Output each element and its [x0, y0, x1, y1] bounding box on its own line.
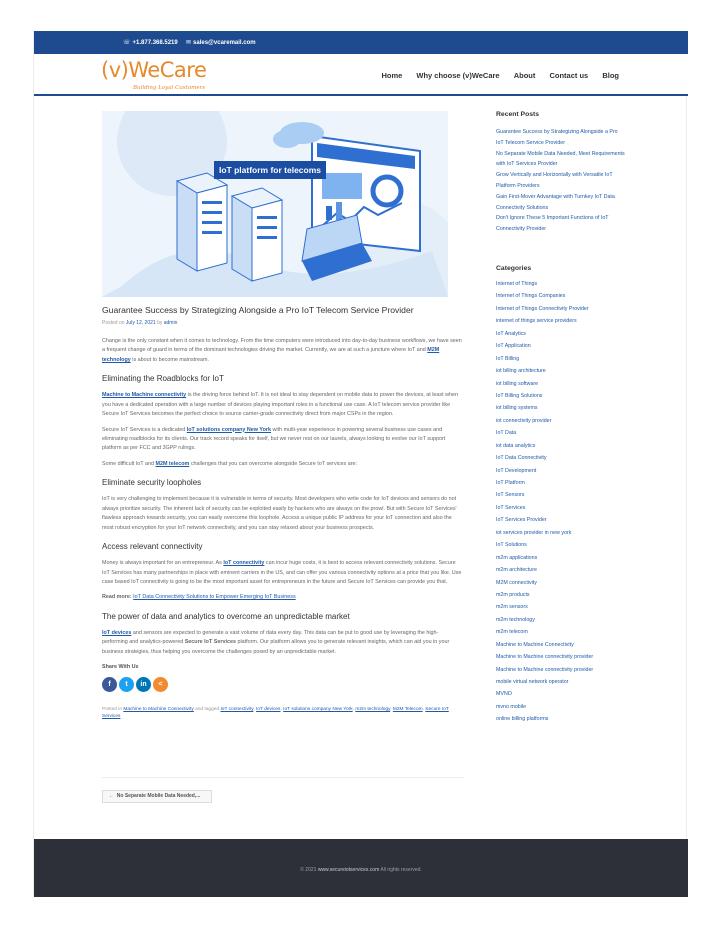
recent-posts-list: [496, 127, 626, 235]
site-logo[interactable]: [101, 58, 207, 91]
category-item[interactable]: online billing platforms: [496, 716, 549, 723]
category-item[interactable]: IoT Solutions: [496, 542, 527, 549]
intro-paragraph: Change is the only constant when it comes to technology. From the time computers were introduced into day-to-day business workflows, we have seen a frequent change of guard in terms of the dominant technologies driving the market. Currently, we are at such a juncture where IoT and M2M technology is about to become mainstream.: [102, 337, 462, 363]
post-title: Guarantee Success by Strategizing Alongside a Pro IoT Telecom Service Provider: [102, 305, 414, 315]
categories-title: Categories: [496, 265, 532, 272]
post-author-link[interactable]: admin: [163, 320, 178, 327]
category-item[interactable]: mvno mobile: [496, 703, 527, 710]
post-date-link[interactable]: July 12, 2021: [125, 320, 156, 327]
category-item[interactable]: Internet of Things: [496, 281, 538, 287]
site-header: [34, 54, 688, 96]
nav-about[interactable]: About: [513, 71, 536, 80]
banner-label: IoT platform for telecoms: [218, 165, 322, 175]
top-contact-bar: [34, 31, 688, 54]
read-more-label: Read more:: [102, 594, 132, 601]
nav-home[interactable]: Home: [381, 71, 403, 80]
m2m-technology-link[interactable]: M2M technology: [102, 347, 440, 363]
category-item[interactable]: MVNO: [496, 691, 512, 698]
iot-solutions-ny-link[interactable]: IoT solutions company New York: [186, 426, 271, 433]
category-item[interactable]: m2m applications: [496, 554, 538, 561]
recent-post-link[interactable]: Grow Vertically and Horizontally with Versatile IoT Platform Providers: [496, 172, 613, 189]
category-item[interactable]: IoT Services Provider: [496, 517, 547, 524]
category-item[interactable]: iot billing systems: [496, 405, 538, 412]
iot-devices-link[interactable]: IoT devices: [102, 629, 132, 636]
category-link[interactable]: Machine to Machine Connectivity: [123, 706, 194, 712]
iot-telecom-illustration: [102, 111, 448, 297]
category-item[interactable]: m2m products: [496, 591, 530, 598]
email-contact[interactable]: [186, 39, 256, 46]
previous-post-label[interactable]: No Separate Mobile Data Needed,...: [116, 793, 201, 799]
category-item[interactable]: iot services provider in new york: [496, 529, 572, 536]
category-item[interactable]: IoT Sensors: [496, 492, 525, 499]
m2m-connectivity-link[interactable]: Machine to Machine connectivity: [102, 392, 187, 399]
paragraph-company: Secure IoT Services is a dedicated IoT solutions company New York with multi-year experience in powering several business use cases and eliminating roadblocks for its clients. Our track record speaks for itself, but we never rest on our laurels, always looking to evolve our IoT support platform as per FCC and 3GPP rulings.: [102, 426, 446, 452]
recent-post-link[interactable]: Don't Ignore These 5 Important Functions of IoT Connectivity Provider: [496, 215, 609, 233]
envelope-icon: ✉: [186, 40, 192, 46]
logo-wordmark[interactable]: (v)WeCare: [101, 58, 207, 82]
arrow-left-icon: ←: [109, 793, 114, 799]
post-content: [102, 303, 464, 721]
posted-on-label: Posted on: [102, 320, 125, 327]
category-item[interactable]: IoT Application: [496, 343, 531, 350]
copyright: © 2021 www.secureiotservices.com All rights reserved.: [300, 867, 422, 873]
previous-post-button[interactable]: [102, 790, 212, 803]
site-footer: [34, 839, 688, 897]
post-divider: [102, 777, 464, 778]
category-item[interactable]: IoT Platform: [496, 480, 525, 486]
tag-link[interactable]: IoT connectivity: [220, 706, 254, 712]
category-item[interactable]: IoT Development: [496, 467, 537, 474]
phone-icon: ☏: [123, 40, 131, 46]
category-item[interactable]: IoT Services: [496, 504, 526, 511]
category-item[interactable]: internet of things service providers: [496, 318, 577, 325]
read-more: [102, 593, 464, 602]
heading-analytics: The power of data and analytics to overcome an unpredictable market: [102, 611, 350, 621]
category-item[interactable]: Internet of Things Companies: [496, 293, 566, 300]
linkedin-icon[interactable]: in: [136, 677, 151, 692]
category-item[interactable]: iot billing architecture: [496, 368, 546, 375]
page-frame: [33, 31, 687, 897]
sidebar: [496, 111, 626, 723]
logo-tagline: Building Loyal Customers: [133, 85, 206, 91]
paragraph-security: IoT is very challenging to implement because it is vulnerable in terms of security. Most developers who write code for IoT devices and sensors do not always prioritize security. The inherent lack of security can be exploited easily by hackers who are always on the prowl. But with Secure IoT Services' flawless approach towards security, you can easily overcome this loophole. Access a unique public IP address for your IoT connection and also the most robust encryption for your IoT network connectivity, and you can stay relaxed about your business prospects.: [102, 496, 457, 531]
by-label: by: [157, 320, 163, 327]
hero-illustration: [102, 111, 448, 297]
category-item[interactable]: Internet of Things Connectivity Provider: [496, 305, 589, 312]
paragraph-connectivity: Money is always important for an entrepreneur. As IoT connectivity can incur huge costs, it is best to access relevant connectivity solutions. Secure IoT Services has many partnerships in place with eminent carriers in the US, and can offer you various connectivity options at a price that you like. Use case based IoT connectivity is going to be the most important asset for entrepreneurs in the future and Secure IoT Services can provide you that.: [102, 560, 462, 586]
category-item[interactable]: mobile virtual network operator: [496, 679, 569, 685]
share-title: Share With Us: [102, 664, 139, 671]
category-item[interactable]: m2m telecom: [496, 629, 528, 636]
category-item[interactable]: iot data analytics: [496, 442, 536, 449]
paragraph-challenges: Some difficult IoT and M2M telecom challenges that you can overcome alongside Secure IoT services are:: [102, 460, 358, 467]
category-item[interactable]: IoT Data Connectivity: [496, 455, 547, 462]
recent-posts-title: Recent Posts: [496, 111, 540, 118]
category-item[interactable]: M2M connectivity: [496, 579, 537, 586]
iot-connectivity-link[interactable]: IoT connectivity: [223, 560, 265, 567]
nav-why-choose[interactable]: Why choose (v)WeCare: [416, 71, 500, 80]
heading-security: Eliminate security loopholes: [102, 478, 202, 488]
post-meta: [102, 319, 464, 328]
recent-post-link[interactable]: No Separate Mobile Data Needed, Meet Requirements with IoT Services Provider: [496, 150, 625, 168]
tag-link[interactable]: m2m technology: [355, 706, 391, 712]
category-item[interactable]: iot connectivity provider: [496, 417, 552, 424]
category-item[interactable]: Machine to Machine connectivity provider: [496, 654, 594, 661]
share-buttons: [102, 677, 464, 692]
phone-number[interactable]: +1.877.368.5219: [132, 40, 178, 46]
category-item[interactable]: IoT Analytics: [496, 330, 526, 337]
category-item[interactable]: IoT Billing: [496, 355, 520, 362]
heading-roadblocks: Eliminating the Roadblocks for IoT: [102, 374, 224, 384]
twitter-icon[interactable]: t: [119, 677, 134, 692]
tag-link[interactable]: IoT solutions company New York: [283, 706, 353, 712]
footer-site-link[interactable]: www.secureiotservices.com: [317, 867, 380, 873]
tag-link[interactable]: IoT devices: [256, 706, 281, 712]
recent-post-link[interactable]: Guarantee Success by Strategizing Alongside a Pro IoT Telecom Service Provider: [496, 129, 618, 146]
category-item[interactable]: iot billing software: [496, 380, 539, 387]
read-more-link[interactable]: IoT Data Connectivity Solutions to Empower Emerging IoT Business: [133, 594, 296, 601]
category-item[interactable]: m2m architecture: [496, 567, 537, 574]
phone-contact[interactable]: [123, 39, 178, 46]
main-nav: [369, 71, 619, 80]
category-item[interactable]: IoT Data: [496, 430, 517, 437]
paragraph-roadblocks: Machine to Machine connectivity is the driving force behind IoT. It is not ideal to stay dependent on mobile data to power the devices, at least when you have a dedicated operation with a large number of devices playing important roles in a functional use case. A IoT telecom service provider like Secure IoT Services becomes the perfect choice to source carrier-grade connectivity direct from major CSPs in the region.: [102, 392, 458, 418]
share-icon[interactable]: <: [153, 677, 168, 692]
post-taxonomy: Posted in Machine to Machine Connectivity and tagged IoT connectivity, IoT devices, IoT solutions company New York, m2m technology, M2M Telecom, Secure IoT Services: [102, 706, 449, 720]
heading-connectivity: Access relevant connectivity: [102, 542, 203, 552]
tag-link[interactable]: M2M Telecom: [392, 706, 423, 712]
nav-contact[interactable]: Contact us: [549, 71, 589, 80]
nav-blog[interactable]: Blog: [602, 71, 619, 80]
m2m-telecom-link[interactable]: M2M telecom: [155, 460, 190, 467]
category-item[interactable]: IoT Billing Solutions: [496, 392, 543, 399]
category-item[interactable]: Machine to Machine Connectivity: [496, 641, 574, 648]
paragraph-analytics: IoT devices and sensors are expected to generate a vast volume of data every day. This data can be put to good use by leveraging the high-performing and analytics-powered Secure IoT Services platform. Our platform allows you to generate relevant insights, which can aid you in your business strategies, thus helping you overcome the challenges posed by an unpredictable market.: [102, 629, 450, 655]
categories-list: [496, 281, 626, 729]
category-item[interactable]: m2m sensors: [496, 604, 528, 611]
email-address[interactable]: sales@vcaremail.com: [193, 40, 256, 46]
categories-widget: [496, 265, 626, 729]
tag-link[interactable]: Secure IoT Services: [102, 706, 449, 720]
category-item[interactable]: Machine to Machine connectivity provider: [496, 666, 594, 673]
recent-post-link[interactable]: Gain First-Mover Advantage with Turnkey IoT Data Connectivity Solutions: [496, 193, 615, 211]
facebook-icon[interactable]: f: [102, 677, 117, 692]
category-item[interactable]: m2m technology: [496, 616, 535, 623]
